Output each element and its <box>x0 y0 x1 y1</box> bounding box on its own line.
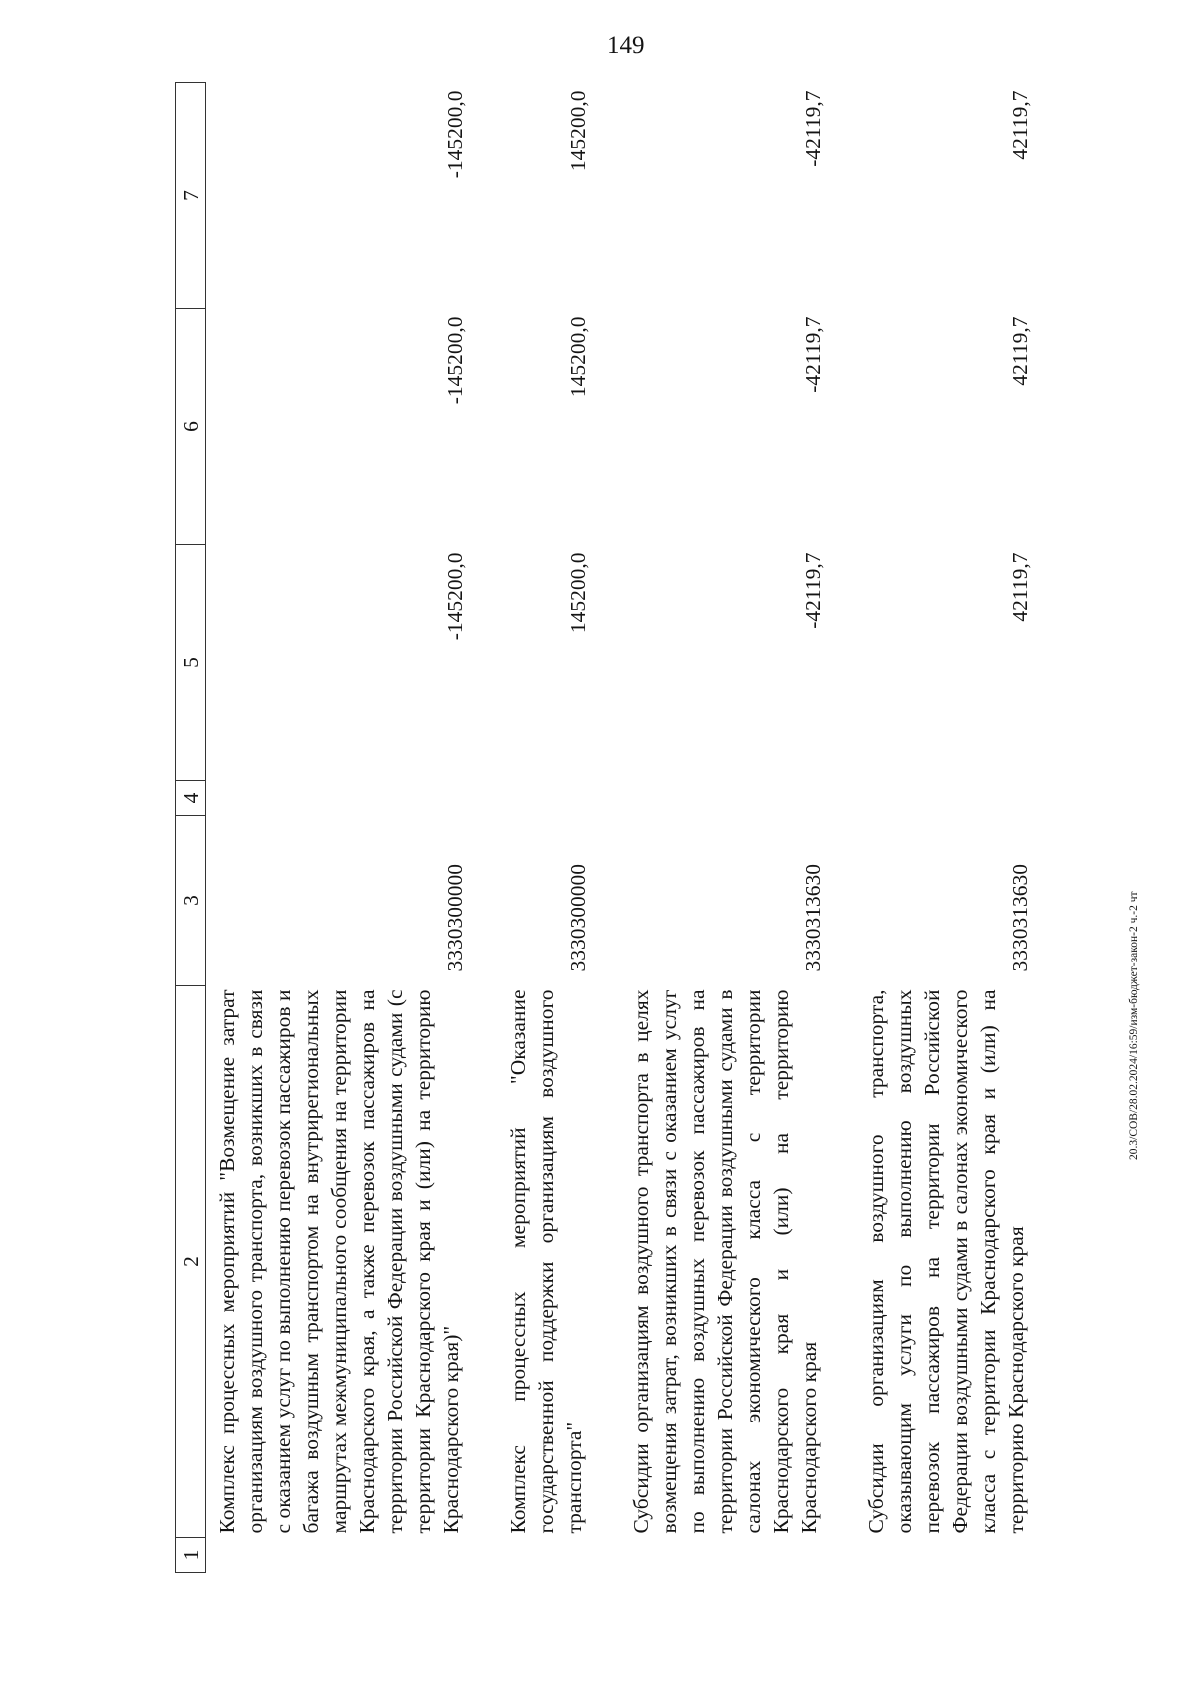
row-name-cell: Комплекс процессных мероприятий "Оказание государственной поддержки организациям воздушного транспорта" <box>506 989 586 1534</box>
row-amount-col5: 145200,0 <box>566 552 590 634</box>
column-header-5: 5 <box>176 545 206 781</box>
row-spacer <box>469 83 497 1573</box>
row-amount-col6: -42119,7 <box>801 316 825 393</box>
row-type-cell <box>206 781 470 816</box>
row-amount-col6: -145200,0 <box>443 316 467 405</box>
table-row <box>497 83 592 1573</box>
row-amount-col6: 145200,0 <box>566 316 590 398</box>
row-code-cell <box>206 1538 470 1573</box>
row-amount-col5: -42119,7 <box>801 552 825 629</box>
column-header-4: 4 <box>176 781 206 816</box>
row-type-cell <box>497 781 592 816</box>
rotated-table-container <box>175 83 1085 1573</box>
row-code-cell <box>620 1538 827 1573</box>
row-name-cell: Субсидии организациям воздушного транспорта, оказывающим услуги по выполнению воздушных перевозок пассажиров на территории Российской Федерации воздушными судами в салонах экономического класса с территории Краснодарского края и (или) на территорию Краснодарского края <box>864 989 1028 1534</box>
row-type-cell <box>620 781 827 816</box>
row-amount-col7: 145200,0 <box>566 90 590 172</box>
row-target-code-cell: 3330313630 <box>801 864 825 972</box>
row-target-code-cell: 3330313630 <box>1008 864 1032 972</box>
page-number: 149 <box>607 32 645 59</box>
row-code-cell <box>855 1538 1034 1573</box>
row-amount-col5: 42119,7 <box>1008 552 1032 622</box>
column-header-1: 1 <box>176 1538 206 1573</box>
table-row <box>855 83 1034 1573</box>
row-amount-col6: 42119,7 <box>1008 316 1032 386</box>
row-code-cell <box>497 1538 592 1573</box>
row-amount-col5: -145200,0 <box>443 552 467 641</box>
budget-table <box>175 82 1034 1573</box>
row-spacer <box>827 83 855 1573</box>
row-amount-col7: -42119,7 <box>801 90 825 167</box>
row-amount-col7: 42119,7 <box>1008 90 1032 160</box>
column-header-6: 6 <box>176 309 206 545</box>
row-target-code-cell: 3330300000 <box>443 864 467 972</box>
table-row <box>206 83 470 1573</box>
row-spacer <box>592 83 620 1573</box>
document-footer-reference: 20.3/СОВ/28.02.2024/16:59/изм-бюджет-закон-2 ч.-2 чт <box>1128 891 1140 1160</box>
row-target-code-cell: 3330300000 <box>566 864 590 972</box>
row-amount-col7: -145200,0 <box>443 90 467 179</box>
column-header-7: 7 <box>176 83 206 309</box>
column-header-3: 3 <box>176 816 206 986</box>
table-row <box>620 83 827 1573</box>
table-header-row <box>176 83 206 1573</box>
row-name-cell: Субсидии организациям воздушного транспорта в целях возмещения затрат, возникших в связи с оказанием услуг по выполнению воздушных перевозок пассажиров на территории Российской Федерации воздушными судами в салонах экономического класса с территории Краснодарского края и (или) на территорию Краснодарского края <box>629 989 821 1534</box>
row-name-cell: Комплекс процессных мероприятий "Возмещение затрат организациям воздушного транспорта, возникших в связи с оказанием услуг по выполнению перевозок пассажиров и багажа воздушным транспортом на внутрирегиональных маршрутах межмуниципального сообщения на территории Краснодарского края, а также перевозок пассажиров на территории Российской Федерации воздушными судами (с территории Краснодарского края и (или) на территорию Краснодарского края)" <box>215 989 463 1534</box>
column-header-2: 2 <box>176 986 206 1538</box>
row-type-cell <box>855 781 1034 816</box>
